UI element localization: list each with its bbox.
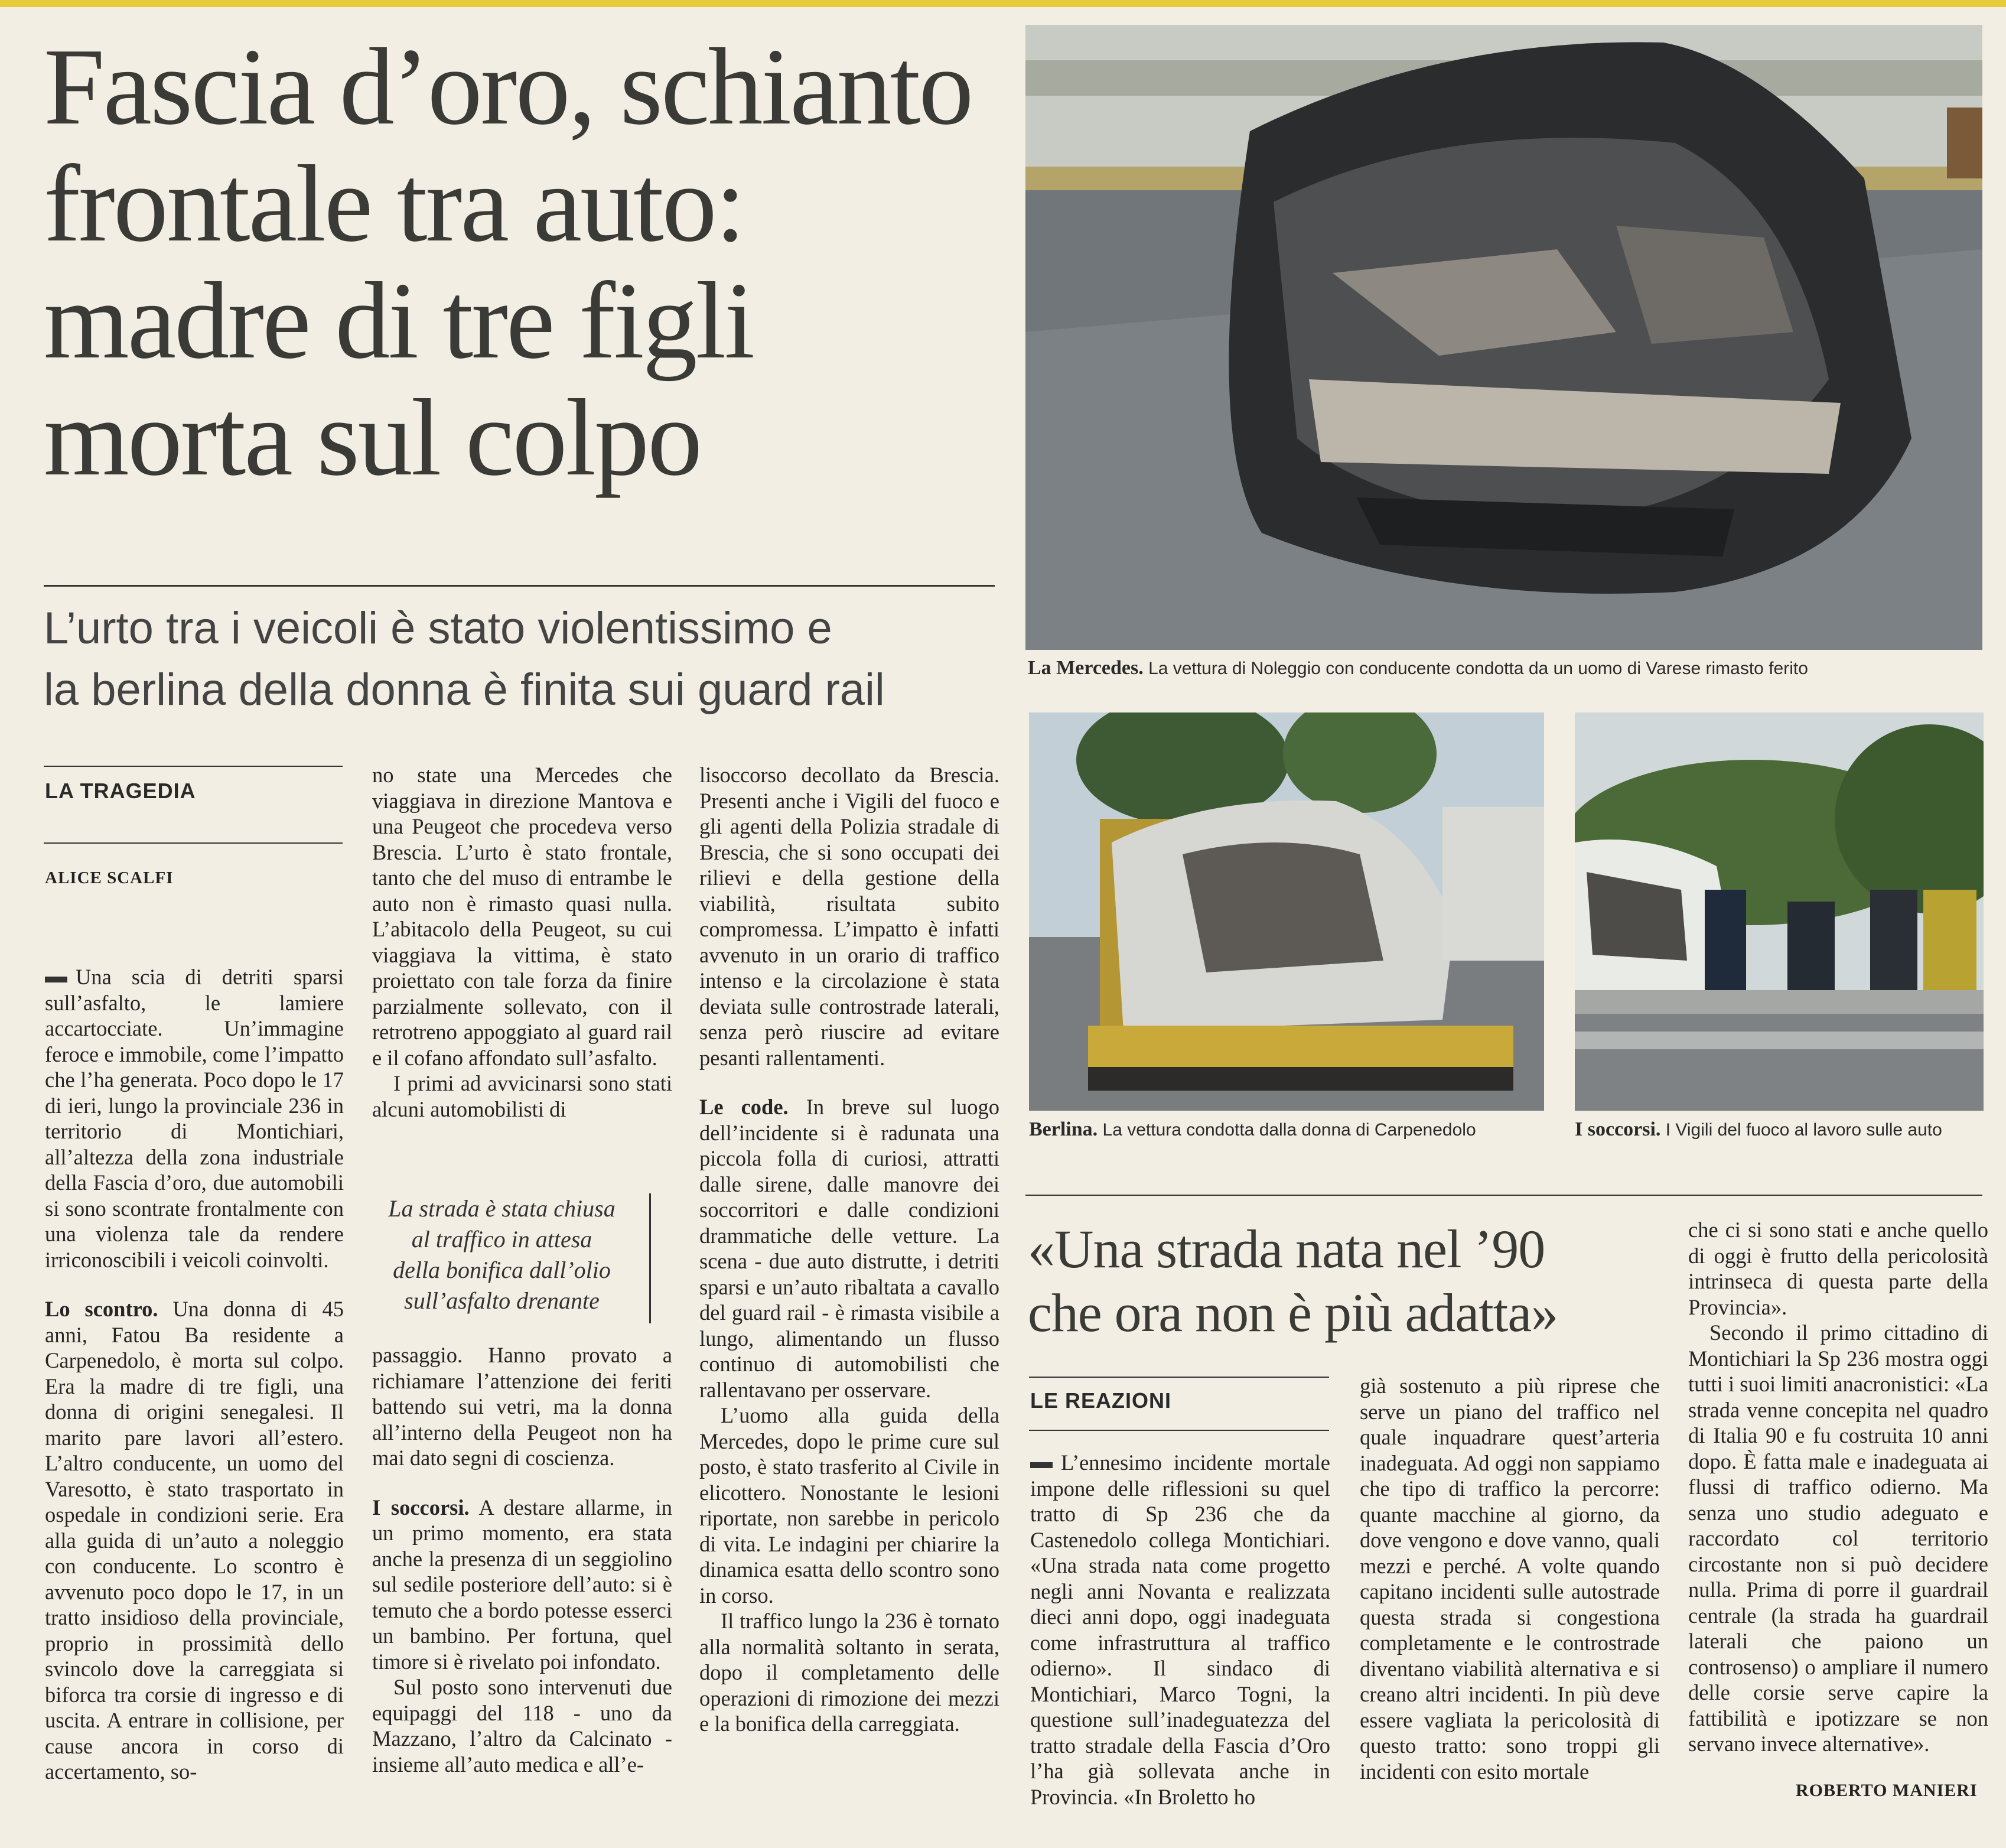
subheadline (44, 598, 1001, 721)
caption-text: I Vigili del fuoco al lavoro sulle auto (1660, 1120, 1942, 1140)
article2-author: ROBERTO MANIERI (1796, 1781, 1978, 1800)
paragraph-text: A destare allarme, in un primo momento, era stata anche la presenza di un seggiolino sul sedile posteriore dell’auto: si è temuto che a bordo potesse esserci un bambino. Per fortuna, quel timore si è rivelato poi infondato. (372, 1495, 672, 1674)
paragraph-text: che ci si sono stati e anche quello di oggi è frutto della pericolosità intrinseca di questa parte della Provincia». (1688, 1218, 1988, 1319)
paragraph-text: Sul posto sono intervenuti due equipaggi del 118 - uno da Mazzano, l’altro da Calcinato - insieme all’auto medica e all’e- (372, 1675, 672, 1777)
paragraph-text: L’uomo alla guida della Mercedes, dopo le prime cure sul posto, è stato trasferito al Civile in elicottero. Nonostante le lesioni riportate, non sarebbe in pericolo di vita. Le indagini per chiarire la dinamica esatta dello scontro sono in corso. (699, 1403, 999, 1608)
photo-caption-left (1029, 1118, 1476, 1141)
photo-firefighters-at-work (1575, 712, 1984, 1111)
lead-square-icon (1030, 1462, 1053, 1468)
section-kicker: LA TRAGEDIA (45, 779, 196, 803)
paragraph-text: lisoccorso decollato da Brescia. Presenti anche i Vigili del fuoco e gli agenti della Polizia stradale di Brescia, che si sono occupati dei rilievi e della gestione della viabilità, risultata subito compromessa. L’impatto è infatti avvenuto in un orario di traffico intenso e la circolazione è stata deviata sulle controstrade laterali, senza però riuscire ad evitare pesanti rallentamenti. (699, 763, 999, 1070)
pull-quote (367, 1193, 651, 1323)
paragraph-text: già sostenuto a più riprese che serve un piano del traffico nel quale inquadrare quest’arteria inadeguata. Ad oggi non sappiamo che tipo di traffico la percorre: quante macchine al giorno, da dove vengono e dove vanno, quali mezzi e perché. A volte quando capitano incidenti sulle autostrade questa strada si congestiona completamente e le controstrade diventano viabilità alternativa e si creano altri incidenti. In più deve essere vagliata la pericolosità di questo tratto: sono troppi gli incidenti con esito mortale (1360, 1374, 1660, 1784)
article2-headline (1028, 1217, 1654, 1345)
paragraph (1688, 1217, 1988, 1320)
paragraph (699, 1403, 999, 1608)
paragraph-text: Una scia di detriti sparsi sull’asfalto, le lamiere accartocciate. Un’immagine feroce e immobile, come l’impatto che l’ha generata. Poco dopo le 17 di ieri, lungo la provinciale 236 in territorio di Montichiari, all’altezza della zona industriale della Fascia d’oro, due automobili si sono scontrate frontalmente con una violenza tale da rendere irriconoscibili i veicoli coinvolti. (45, 965, 344, 1272)
headline-line: frontale tra auto: (44, 143, 744, 265)
main-headline (44, 26, 1001, 499)
article2-column-1 (1030, 1450, 1330, 1810)
lead-square-icon (45, 977, 67, 982)
paragraph-text: In breve sul luogo dell’incidente si è radunata una piccola folla di curiosi, attratti dalle sirene, dalle manovre dei soccorritori e dalle condizioni drammatiche delle vetture. La scena - due auto distrutte, i detriti sparsi e un’auto ribaltata a cavallo del guard rail - è rimasta visibile a lungo, alimentando un flusso continuo di automobilisti che rallentavano per osservare. (699, 1095, 999, 1402)
paragraph-text: Il traffico lungo la 236 è tornato alla normalità soltanto in serata, dopo il completamento delle operazioni di rimozione dei mezzi e la bonifica della carreggiata. (699, 1609, 999, 1736)
pull-quote-line: al traffico in attesa (411, 1226, 592, 1252)
article-column-2-top (372, 762, 672, 1122)
photo-car-on-tow-truck (1029, 712, 1544, 1111)
paragraph (372, 1071, 672, 1122)
paragraph-text: Secondo il primo cittadino di Montichiari la Sp 236 mostra oggi tutti i suoi limiti anacronistici: «La strada venne concepita nel quadro di Italia 90 e fu costruita 10 anni dopo. È fatta male e inadeguata ai flussi di traffico odierno. Ma senza uno studio adeguato e raccordato col territorio circostante non si può decidere nulla. Prima di porre il guardrail centrale (la strada ha guardrail laterali che paiono un controsenso) o ampliare il numero delle corsie serve capire la fattibilità e ipotizzare se non servano invece alternative». (1688, 1320, 1988, 1756)
lead-in: Le code. (699, 1095, 789, 1119)
paragraph-text: passaggio. Hanno provato a richiamare l’attenzione dei feriti battendo sui vetri, ma la donna all’interno della Peugeot non ha mai dato segni di coscienza. (372, 1343, 672, 1470)
photo-caption-main (1028, 657, 1808, 680)
paragraph (699, 762, 999, 1071)
paragraph (1030, 1450, 1330, 1810)
paragraph (372, 1342, 672, 1471)
photo-wrecked-mercedes (1025, 25, 1982, 650)
lead-in: I soccorsi. (372, 1495, 470, 1520)
lead-in: Lo scontro. (45, 1297, 158, 1321)
paragraph (45, 964, 344, 1273)
caption-title: I soccorsi. (1575, 1118, 1661, 1140)
paragraph-text: I primi ad avvicinarsi sono stati alcuni automobilisti di (372, 1071, 672, 1121)
paragraph (372, 1495, 672, 1675)
pull-quote-line: sull’asfalto drenante (404, 1287, 600, 1314)
article2-top-rule (1025, 1195, 1982, 1196)
kicker-rule-top (44, 766, 343, 767)
headline-line: che ora non è più adatta» (1028, 1283, 1558, 1343)
paragraph (372, 762, 672, 1071)
headline-line: morta sul colpo (44, 377, 701, 499)
article-column-2-bottom (372, 1342, 672, 1777)
paragraph (1360, 1373, 1660, 1784)
headline-line: madre di tre figli (44, 260, 754, 382)
pull-quote-line: La strada è stata chiusa (388, 1195, 616, 1222)
pull-quote-line: della bonifica dall’olio (393, 1257, 611, 1283)
caption-title: Berlina. (1029, 1118, 1098, 1140)
paragraph-text: no state una Mercedes che viaggiava in direzione Mantova e una Peugeot che procedeva verso Brescia. L’urto è stato frontale, tanto che del muso di entrambe le auto non è rimasto quasi nulla. L’abitacolo della Peugeot, su cui viaggiava la vittima, è stato proiettato con tale forza da finire parzialmente sollevato, con il retrotreno appoggiato al guard rail e il cofano affondato sull’asfalto. (372, 763, 672, 1070)
article2-column-3 (1688, 1217, 1988, 1757)
kicker-rule-bottom (44, 842, 343, 844)
paragraph (45, 1296, 344, 1785)
paragraph-text: L’ennesimo incidente mortale impone delle riflessioni su quel tratto di Sp 236 che da Castenedolo collega Montichiari. «Una strada nata come progetto negli anni Novanta e realizzata dieci anni dopo, oggi inadeguata come infrastruttura al traffico odierno». Il sindaco di Montichiari, Marco Togni, la questione sull’inadeguatezza del tratto stradale della Fascia d’Oro l’ha già sollevata anche in Provincia. «In Broletto ho (1030, 1450, 1330, 1809)
paragraph (372, 1674, 672, 1777)
headline-divider (44, 585, 995, 587)
byline: ALICE SCALFI (45, 868, 174, 887)
kicker-rule-bottom (1029, 1430, 1329, 1431)
subhead-line: la berlina della donna è finita sui guard rail (44, 665, 885, 715)
caption-text: La vettura di Noleggio con conducente condotta da un uomo di Varese rimasto ferito (1143, 659, 1808, 678)
article-column-1 (45, 964, 344, 1785)
article2-column-2 (1360, 1373, 1660, 1784)
subhead-line: L’urto tra i veicoli è stato violentissimo e (44, 603, 832, 653)
article-column-3 (699, 762, 999, 1737)
section-kicker: LE REAZIONI (1030, 1388, 1172, 1413)
headline-line: Fascia d’oro, schianto (44, 26, 972, 148)
kicker-rule-top (1029, 1377, 1329, 1378)
paragraph (699, 1608, 999, 1737)
caption-title: La Mercedes. (1028, 657, 1144, 679)
paragraph (699, 1094, 999, 1403)
paragraph-text: Una donna di 45 anni, Fatou Ba residente a Carpenedolo, è morta sul colpo. Era la madre di tre figli, una donna di origini senegalesi. Il marito pare lavori all’estero. L’altro conducente, un uomo del Varesotto, è stato trasportato in ospedale in condizioni serie. Era alla guida di un’auto a noleggio con conducente. Lo scontro è avvenuto poco dopo le 17, in un tratto insidioso della provinciale, proprio in prossimità dello svincolo dove la carreggiata si biforca tra corsie di ingresso e di uscita. A entrare in collisione, per cause ancora in corso di accertamento, so- (45, 1297, 344, 1784)
caption-text: La vettura condotta dalla donna di Carpenedolo (1098, 1120, 1476, 1140)
headline-line: «Una strada nata nel ’90 (1028, 1219, 1545, 1279)
top-color-band (0, 0, 2006, 7)
photo-caption-right (1575, 1118, 1942, 1141)
paragraph (1688, 1320, 1988, 1757)
